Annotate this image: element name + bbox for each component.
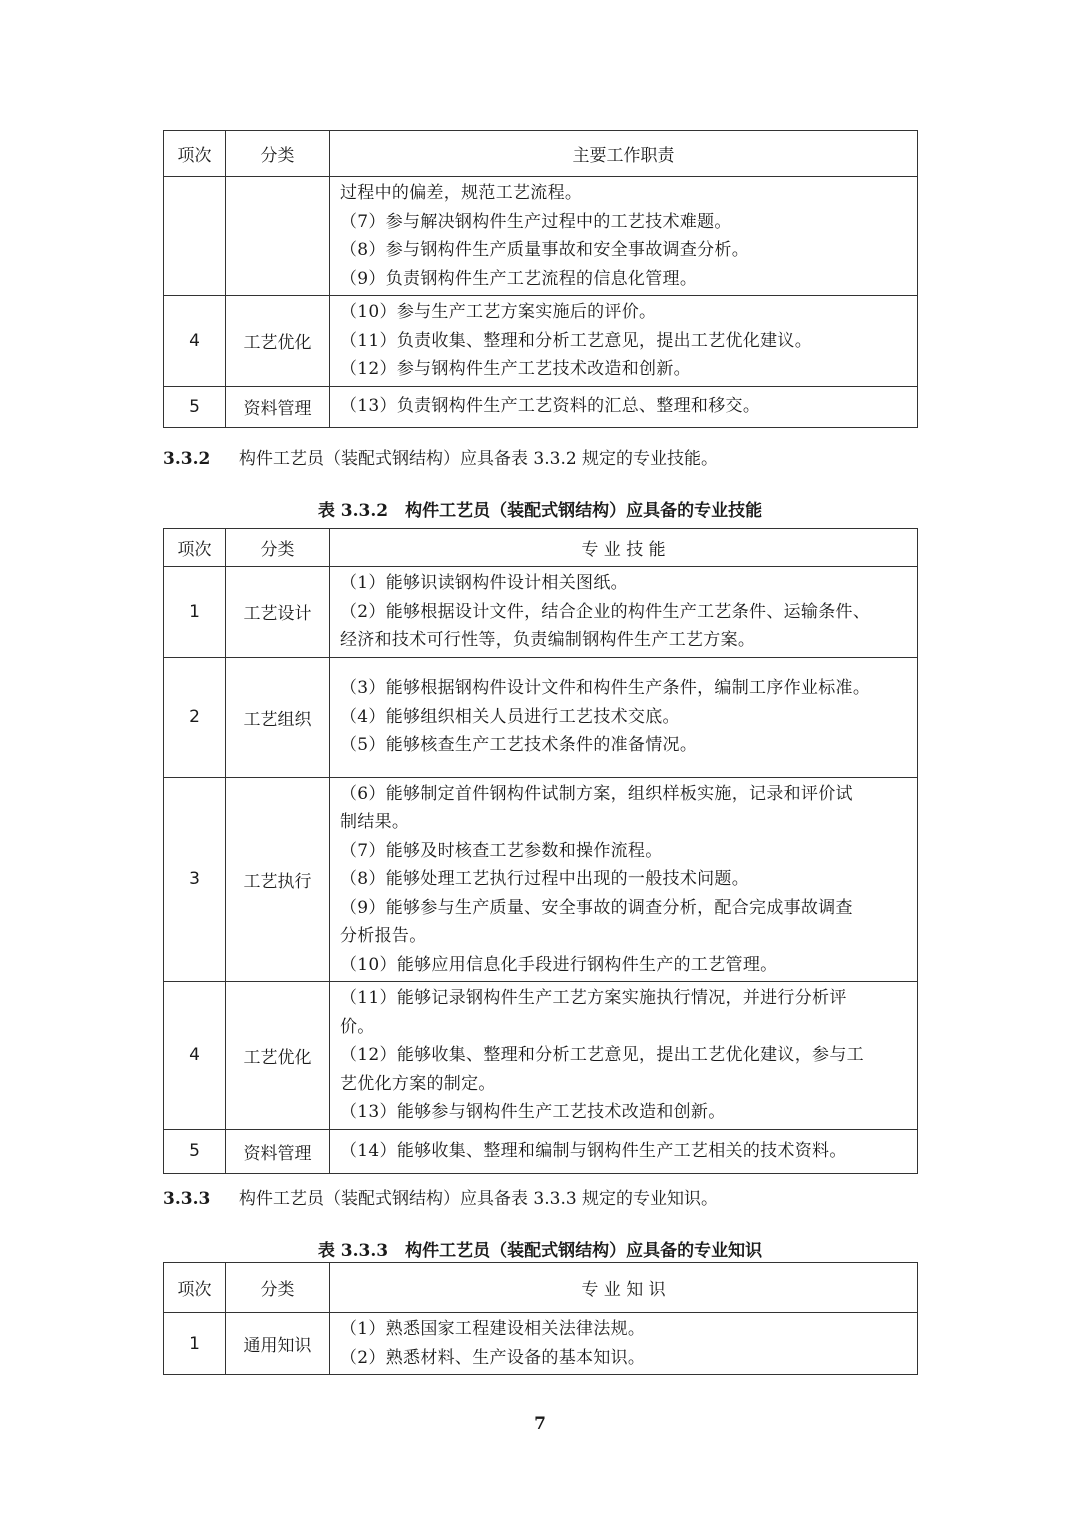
content-line: （1）能够识读钢构件设计相关图纸。: [340, 573, 628, 593]
page-number: 7: [534, 1414, 546, 1434]
content-line: 经济和技术可行性等，负责编制钢构件生产工艺方案。: [340, 630, 756, 650]
row-number: 4: [164, 296, 226, 387]
section-text: 构件工艺员（装配式钢结构）应具备表 3.3.2 规定的专业技能。: [239, 449, 719, 469]
content-line: （9）能够参与生产质量、安全事故的调查分析，配合完成事故调查: [340, 897, 853, 918]
header-item-no: 项次: [164, 131, 226, 177]
table-row: [164, 296, 918, 387]
content-line: （7）参与解决钢构件生产过程中的工艺技术难题。: [340, 211, 732, 232]
content-line: （12）能够收集、整理和分析工艺意见，提出工艺优化建议，参与工: [340, 1045, 864, 1065]
header-category: 分类: [226, 529, 330, 567]
content-line: （6）能够制定首件钢构件试制方案，组织样板实施，记录和评价试: [340, 783, 853, 804]
row-number: 1: [164, 567, 226, 658]
row-category: 通用知识: [226, 1313, 330, 1375]
row-content: [330, 657, 918, 777]
header-item-no: 项次: [164, 1263, 226, 1313]
row-content: [330, 567, 918, 658]
row-number: 2: [164, 657, 226, 777]
skills-table: [163, 528, 918, 1174]
content-line: （13）负责钢构件生产工艺资料的汇总、整理和移交。: [340, 396, 761, 417]
row-content: [330, 1129, 918, 1173]
content-line: 艺优化方案的制定。: [340, 1073, 496, 1094]
table-header-row: [164, 131, 918, 177]
header-category: 分类: [226, 131, 330, 177]
content-line: （9）负责钢构件生产工艺流程的信息化管理。: [340, 268, 698, 289]
content-line: （2）能够根据设计文件，结合企业的构件生产工艺条件、运输条件、: [340, 601, 871, 622]
content-line: （14）能够收集、整理和编制与钢构件生产工艺相关的技术资料。: [340, 1140, 847, 1161]
table-row: [164, 567, 918, 658]
row-category: [226, 177, 330, 296]
section-3-3-3: [163, 1184, 718, 1209]
row-number: 5: [164, 386, 226, 427]
content-line: （4）能够组织相关人员进行工艺技术交底。: [340, 706, 680, 727]
content-line: 价。: [340, 1016, 375, 1037]
table-row: [164, 982, 918, 1130]
content-line: （10）能够应用信息化手段进行钢构件生产的工艺管理。: [340, 954, 778, 975]
row-content: [330, 777, 918, 982]
section-3-3-2: [163, 444, 718, 469]
row-category: 工艺设计: [226, 567, 330, 658]
table-row: [164, 657, 918, 777]
knowledge-table: [163, 1262, 918, 1375]
row-number: 3: [164, 777, 226, 982]
content-line: （5）能够核查生产工艺技术条件的准备情况。: [340, 735, 698, 756]
content-line: （8）能够处理工艺执行过程中出现的一般技术问题。: [340, 869, 750, 889]
table-row: [164, 1313, 918, 1375]
header-professional-skills: 专 业 技 能: [330, 529, 918, 567]
table-row: [164, 386, 918, 427]
section-text: 构件工艺员（装配式钢结构）应具备表 3.3.3 规定的专业知识。: [239, 1189, 719, 1209]
header-category: 分类: [226, 1263, 330, 1313]
header-professional-knowledge: 专 业 知 识: [330, 1263, 918, 1313]
table-header-row: [164, 1263, 918, 1313]
row-category: 工艺组织: [226, 657, 330, 777]
duties-table: [163, 130, 918, 428]
table-caption-3-3-2: 表 3.3.2 构件工艺员（装配式钢结构）应具备的专业技能: [317, 501, 763, 521]
row-content: [330, 177, 918, 296]
table-header-row: [164, 529, 918, 567]
header-item-no: 项次: [164, 529, 226, 567]
content-line: （11）能够记录钢构件生产工艺方案实施执行情况，并进行分析评: [340, 988, 847, 1008]
row-content: [330, 296, 918, 387]
row-category: 工艺优化: [226, 296, 330, 387]
row-number: 5: [164, 1129, 226, 1173]
content-line: 制结果。: [340, 812, 410, 832]
content-line: （2）熟悉材料、生产设备的基本知识。: [340, 1347, 646, 1368]
content-line: （8）参与钢构件生产质量事故和安全事故调查分析。: [340, 240, 750, 260]
content-line: （13）能够参与钢构件生产工艺技术改造和创新。: [340, 1102, 726, 1122]
table-row: [164, 1129, 918, 1173]
content-line: （1）熟悉国家工程建设相关法律法规。: [340, 1319, 646, 1339]
row-category: 工艺执行: [226, 777, 330, 982]
row-content: [330, 1313, 918, 1375]
content-line: 过程中的偏差，规范工艺流程。: [340, 183, 583, 203]
header-main-duties: 主要工作职责: [330, 131, 918, 177]
section-number: 3.3.2: [163, 449, 211, 469]
row-number: [164, 177, 226, 296]
content-line: （10）参与生产工艺方案实施后的评价。: [340, 302, 657, 322]
row-number: 1: [164, 1313, 226, 1375]
content-line: （12）参与钢构件生产工艺技术改造和创新。: [340, 359, 691, 379]
content-line: 分析报告。: [340, 926, 427, 946]
content-line: （11）负责收集、整理和分析工艺意见，提出工艺优化建议。: [340, 330, 813, 351]
row-category: 资料管理: [226, 386, 330, 427]
row-content: [330, 386, 918, 427]
row-number: 4: [164, 982, 226, 1130]
table-row: [164, 777, 918, 982]
table-caption-3-3-3: 表 3.3.3 构件工艺员（装配式钢结构）应具备的专业知识: [317, 1241, 763, 1261]
row-content: [330, 982, 918, 1130]
content-line: （7）能够及时核查工艺参数和操作流程。: [340, 840, 663, 861]
row-category: 工艺优化: [226, 982, 330, 1130]
section-number: 3.3.3: [163, 1189, 211, 1209]
row-category: 资料管理: [226, 1129, 330, 1173]
table-row: [164, 177, 918, 296]
content-line: （3）能够根据钢构件设计文件和构件生产条件，编制工序作业标准。: [340, 678, 871, 699]
